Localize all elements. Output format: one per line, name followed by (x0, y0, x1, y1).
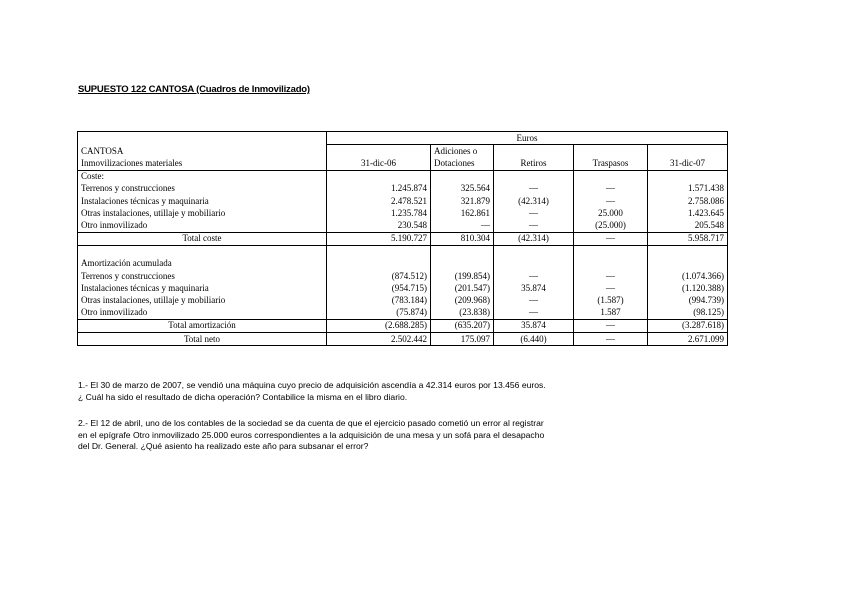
table-cell: 1.423.645 (648, 207, 728, 219)
table-cell: 325.564 (431, 183, 494, 195)
table-cell: 2.671.099 (648, 333, 728, 346)
table-cell: — (431, 219, 494, 232)
table-row (78, 183, 728, 195)
table-cell: (783.184) (327, 294, 431, 306)
table-cell: (98.125) (648, 307, 728, 320)
question-2-line: en el epígrafe Otro inmovilizado 25.000 euros correspondientes a la adquisición de una mesa y un sofá para el desapacho (78, 429, 545, 440)
table-cell: (199.854) (431, 270, 494, 282)
question-1-line: 1.- El 30 de marzo de 2007, se vendió una máquina cuyo precio de adquisición ascendía a 42.314 euros por 13.456 euros. (78, 380, 546, 390)
total-coste-label: Total coste (78, 232, 327, 245)
table-cell: 1.245.874 (327, 183, 431, 195)
table-cell: (209.968) (431, 294, 494, 306)
table-cell: (42.314) (494, 195, 574, 207)
table-cell: (3.287.618) (648, 319, 728, 332)
question-2 (78, 418, 638, 453)
table-cell: (994.739) (648, 294, 728, 306)
table-cell: 162.861 (431, 207, 494, 219)
amortizacion-label: Amortización acumulada (78, 258, 327, 270)
table-cell: 2.478.521 (327, 195, 431, 207)
total-neto-row (78, 333, 728, 346)
col-header-traspasos: Traspasos (574, 157, 648, 170)
table-cell: (25.000) (574, 219, 648, 232)
table-row (78, 294, 728, 306)
total-neto-label: Total neto (78, 333, 327, 346)
row-label: Terrenos y construcciones (78, 183, 327, 195)
table-cell: 1.235.784 (327, 207, 431, 219)
table-cell: (1.587) (574, 294, 648, 306)
table-cell: — (574, 183, 648, 195)
table-cell: — (574, 333, 648, 346)
row-label: Otras instalaciones, utillaje y mobiliario (78, 294, 327, 306)
table-row (78, 270, 728, 282)
table-subtitle: Inmovilizaciones materiales (78, 157, 327, 170)
table-cell: 5.958.717 (648, 232, 728, 245)
table-cell: (635.207) (431, 319, 494, 332)
question-2-line: del Dr. General. ¿Qué asiento ha realizado este año para subsanar el error? (78, 441, 369, 452)
table-row (78, 219, 728, 232)
table-cell: — (574, 270, 648, 282)
coste-rows (78, 183, 728, 232)
col-header-2006: 31-dic-06 (327, 157, 431, 170)
row-label: Instalaciones técnicas y maquinaria (78, 282, 327, 294)
row-label: Terrenos y construcciones (78, 270, 327, 282)
table-cell: 1.587 (574, 307, 648, 320)
total-amortizacion-label: Total amortización (78, 319, 327, 332)
table-cell: 205.548 (648, 219, 728, 232)
question-1 (78, 380, 638, 403)
table-cell: — (494, 307, 574, 320)
table-cell: — (574, 232, 648, 245)
table-cell: (42.314) (494, 232, 574, 245)
header-row-currency (78, 132, 728, 145)
table-cell: — (494, 294, 574, 306)
total-coste-row (78, 232, 728, 245)
col-header-adiciones: Adiciones o (431, 145, 494, 158)
table-cell: 2.502.442 (327, 333, 431, 346)
table-row (78, 207, 728, 219)
section-label-row (78, 170, 728, 183)
table-cell: 321.879 (431, 195, 494, 207)
table-row (78, 195, 728, 207)
amortizacion-rows (78, 270, 728, 319)
table-cell: (23.838) (431, 307, 494, 320)
table-cell: (75.874) (327, 307, 431, 320)
row-label: Instalaciones técnicas y maquinaria (78, 195, 327, 207)
table-cell: 5.190.727 (327, 232, 431, 245)
table-cell: (1.074.366) (648, 270, 728, 282)
header-row-2 (78, 157, 728, 170)
table-cell: 35.874 (494, 282, 574, 294)
fixed-assets-table (77, 131, 728, 346)
table-cell: (1.120.388) (648, 282, 728, 294)
table-cell: (6.440) (494, 333, 574, 346)
section-label-row (78, 258, 728, 270)
document-title: SUPUESTO 122 CANTOSA (Cuadros de Inmovilizado) (78, 84, 310, 95)
table-cell: 25.000 (574, 207, 648, 219)
table-cell: 2.758.086 (648, 195, 728, 207)
table-cell: — (494, 207, 574, 219)
table-cell: 175.097 (431, 333, 494, 346)
table-cell: 35.874 (494, 319, 574, 332)
col-header-retiros: Retiros (494, 157, 574, 170)
table-cell: — (494, 183, 574, 195)
row-label: Otro inmovilizado (78, 219, 327, 232)
col-header-dotaciones: Dotaciones (431, 157, 494, 170)
table-cell: 1.571.438 (648, 183, 728, 195)
table-cell: — (494, 219, 574, 232)
row-label: Otro inmovilizado (78, 307, 327, 320)
col-header-2007: 31-dic-07 (648, 157, 728, 170)
table-cell: 810.304 (431, 232, 494, 245)
table-row (78, 282, 728, 294)
currency-header: Euros (327, 132, 728, 145)
header-row-1 (78, 145, 728, 158)
table-cell: — (494, 270, 574, 282)
table-cell: (954.715) (327, 282, 431, 294)
coste-label: Coste: (78, 170, 327, 183)
table-cell: (201.547) (431, 282, 494, 294)
table-cell: — (574, 319, 648, 332)
table-cell: (2.688.285) (327, 319, 431, 332)
table-row (78, 307, 728, 320)
total-amortizacion-row (78, 319, 728, 332)
question-1-line: ¿ Cuál ha sido el resultado de dicha operación? Contabilice la misma en el libro diario. (78, 391, 408, 402)
table-cell: — (574, 282, 648, 294)
company-name: CANTOSA (78, 145, 327, 158)
table-cell: — (574, 195, 648, 207)
question-2-line: 2.- El 12 de abril, uno de los contables de la sociedad se da cuenta de que el ejercicio pasado cometió un error al registrar (78, 418, 544, 428)
table-cell: (874.512) (327, 270, 431, 282)
row-label: Otras instalaciones, utillaje y mobiliario (78, 207, 327, 219)
table-cell: 230.548 (327, 219, 431, 232)
